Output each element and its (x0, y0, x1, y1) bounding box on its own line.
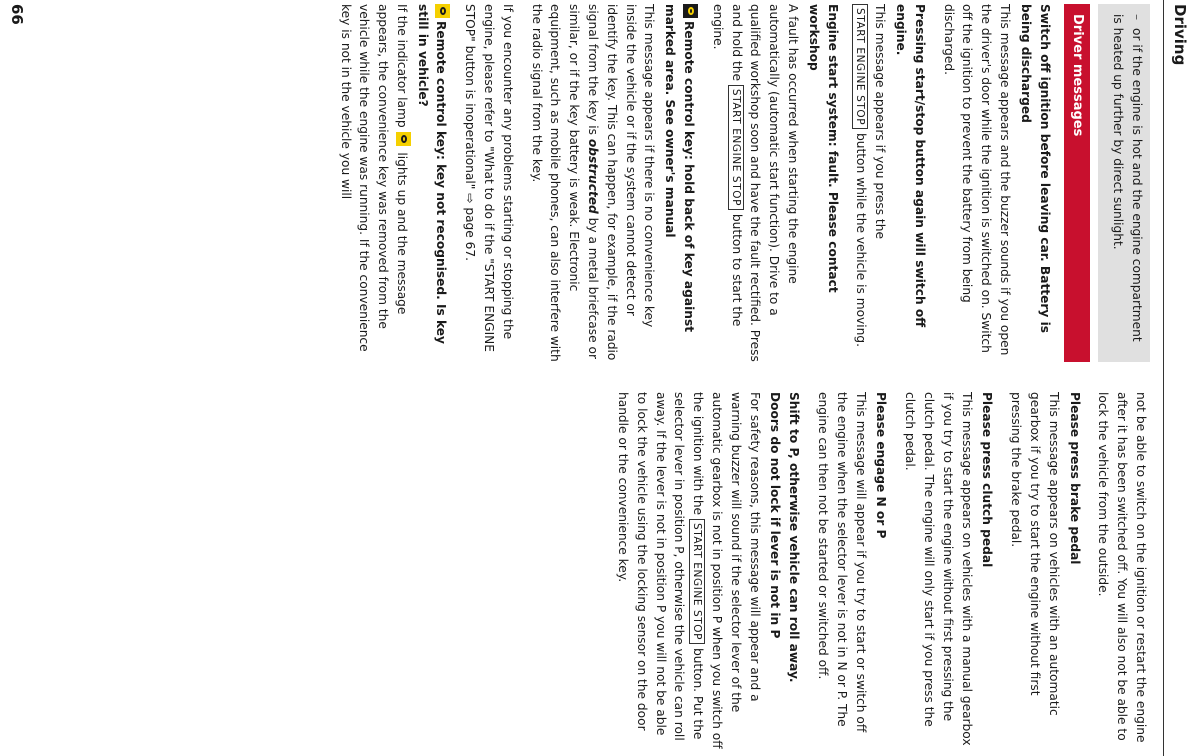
text-span: button. Put the selector lever in position P, otherwise the vehicle can roll away. If the lever is not in position P you will not be able to lock the vehicle using the locking sensor on the door handle or the convenience key. (616, 392, 706, 741)
text-span: This message appears if there is no convenience key inside the vehicle or if the system cannot detect or identify the key. This can happen, for example, if the radio signal from the key is (586, 4, 657, 361)
title-text: Remote control key: hold back of key against marked area. See owner's manual (663, 4, 697, 333)
text-span: A fault has occurred when starting the engine automatically (automatic start function). Drive to a qualified workshop soon and have the fault rectified. Press and hold the (729, 4, 801, 362)
text-span: lights up and the message appears, the convenience key was removed from the vehicle while the engine was running. If the convenience key is not in the vehicle you will (338, 4, 409, 352)
title-text: Remote control key: key not recognised. Is key still in vehicle? (415, 4, 449, 345)
message-text: This message will appear if you try to start or switch off the engine when the selector lever is not in N or P. The engine can then not be started or switched off. (816, 392, 868, 733)
start-engine-stop-button-label: START ENGINE STOP (852, 4, 868, 129)
message-text: If you encounter any problems starting or stopping the engine, please refer to "What to do if the "START ENGINE STOP" button is inoperational" ⇨ page 67. (463, 4, 515, 353)
message-title: Please press brake pedal (1067, 392, 1082, 565)
message-title (766, 392, 804, 750)
key-indicator-lamp-icon (396, 132, 411, 146)
start-engine-stop-button-label: START ENGINE STOP (728, 85, 744, 210)
text-span: If the indicator lamp (394, 4, 409, 128)
title-text: Doors do not lock if lever is not in P (768, 392, 783, 639)
message-title (413, 4, 451, 362)
message-title: Switch off ignition before leaving car. Battery is being discharged (1018, 4, 1052, 333)
message-text (527, 4, 659, 362)
title-text: Shift to P, otherwise vehicle can roll away. (787, 392, 802, 683)
message-text (336, 4, 411, 362)
message-title: Pressing start/stop button again will switch off engine. (894, 4, 927, 328)
key-indicator-lamp-icon (436, 4, 451, 18)
note-text: or if the engine is hot and the engine compartment is heated up further by direct sunlight. (1111, 14, 1144, 342)
left-column (326, 4, 1150, 362)
text-span: For safety reasons, this message will appear and a warning buzzer will sound if the selector lever of the automatic gearbox is not in position P when you switch off the ignition with the (691, 392, 762, 749)
message-text: not be able to switch on the ignition or restart the engine after it has been switched off. You will also not be able to lock the vehicle from the outside. (1096, 392, 1148, 743)
message-text (852, 4, 890, 362)
message-text (708, 4, 802, 362)
message-title: Engine start system: fault. Please contact workshop (806, 4, 840, 293)
message-text (613, 392, 763, 750)
message-text: This message appears on vehicles with an automatic gearbox if you try to start the engine without first pressing the brake pedal. (1009, 392, 1061, 716)
right-column (603, 392, 1150, 750)
section-title: Driving (1171, 4, 1189, 66)
page-header (1163, 0, 1190, 756)
message-title (660, 4, 698, 362)
emphasis-text: obstructed (586, 138, 601, 214)
text-span: This message appears if you press the (873, 4, 888, 239)
message-text: This message appears and the buzzer sounds if you open the driver's door while the ignition is switched on. Switch off the ignition to prevent the battery from being discharged. (941, 4, 1013, 356)
message-title: Please engage N or P (874, 392, 889, 539)
driver-messages-heading: Driver messages (1064, 4, 1091, 362)
note-box (1098, 4, 1150, 362)
page-number: 66 (8, 4, 26, 25)
text-span: by a metal briefcase or similar, or if the key battery is weak. Electronic equipment, such as mobile phones, can also interfere with the radio signal from the key. (529, 4, 601, 362)
text-span: button while the vehicle is moving. (854, 133, 869, 347)
start-engine-stop-button-label: START ENGINE STOP (689, 519, 705, 644)
message-title: Please press clutch pedal (980, 392, 995, 568)
message-text: This message appears on vehicles with a manual gearbox if you try to start the engine without first pressing the clutch pedal. The engine will only start if you press the clutch pedal. (903, 392, 974, 746)
text-span: button to start the engine. (710, 4, 744, 327)
key-warning-lamp-icon (683, 4, 698, 18)
bullet-icon: – (1130, 14, 1144, 21)
